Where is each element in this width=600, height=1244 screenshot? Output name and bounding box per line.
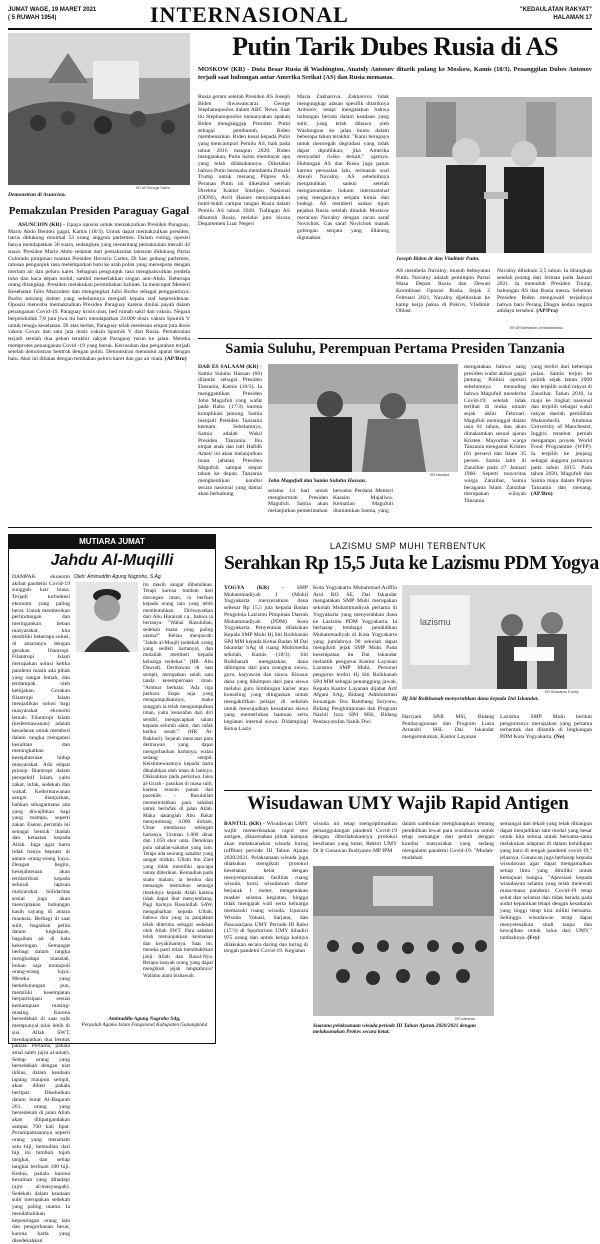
sign-putin: (AP/Pra) — [536, 308, 558, 315]
mutiara-col-2-spacer — [76, 656, 138, 1036]
section-title: INTERNASIONAL — [150, 2, 349, 27]
headline-putin: Putin Tarik Dubes Rusia di AS — [232, 32, 558, 61]
mutiara-col-2 — [143, 582, 213, 1036]
dateline-paraguay: ASUNCION (KR) - — [18, 222, 65, 228]
umy-col-4 — [500, 821, 592, 1045]
mutiara-signoff — [76, 1016, 213, 1028]
photo-credit-lazismu: KR-Sciacarno S Adhy — [545, 690, 579, 694]
lunar-date: ( 5 RUWAH 1954) — [8, 15, 57, 21]
masthead-rule — [8, 28, 592, 30]
putin-col-2: Maria Zakharova. Zakharova tidak mengungkap alasan spesifik ditariknya Antonov, tetapi mengatakan bahwa hubungan berada dalam keadaan yang sulit, yang telah dibawa oleh Washington ke jalan buntu dalam beberapa tahun terakhir. "Kami berupaya untuk mencegah degradasi yang tidak dapat dipulihkan, jika Amerika menyadari risiko terkait," ujarnya. Hubungan AS dan Rusia juga panas karena persoalan lain, termasuk soal Alexei Navalny. AS sebelumnya menjatuhkan sanksi setelah mengumumkan hukum internasional yang menganiaya senjata kimia dan bodogi. AS memberi sanksi tujuh pejabat Rusia setelah dituduh Moskow meracuni Navalny dengan racun saraf Novichok. Gas saraf Novichok masuk golongan senjata yang dilarang digunakan. — [297, 94, 389, 241]
photo-credit-paraguay: KR-AP/George Saenz — [136, 186, 171, 190]
putin-col-1: Rusia geram setelah Presiden AS Joseph Biden diwawancarai George Stephanopoulos dalam ABC News. Saat itu Stephanopoulos menanyakan apakah Biden menganggap Presiden Putin sebagai pembunuh, Biden membenarkan. Biden kesal kepada Putin yang mencampuri Pemilu AS, baik pada tahun 2016 maupun 2020. Biden mengatakan, Putin harus membayar apa yang telah dilakukannya. Diketahui bahwa Putin berusaha membantu Donald Trump untuk menang Pilpres AS. Peranan Putin ini diketahui setelah Direktur Kantor Intelijen Nasional (ODNI), Avril Haines menyampaikan bukti-bukti campur tangan Rusia dalam Pemilu AS tahun 2020. Tudingan AS dibantah Rusia, melalui juru bicara Departemen Luar Negeri — [198, 94, 290, 228]
body-paraguay: Upaya oposisi untuk memakzulkan Presiden Paraguay, Mario Abdo Benitez gagal, Kamis (18/3). Untuk dapat memakzulkan presiden, harus didukung minimal 53 orang anggota parlemen. Dalam voting, oposisi hanya mendapatkan 36 suara, sedangkan yang menentang pemakzulan meraih 42 suara. Presiden Mario Abdo selamat dari pemakzulan lantaran didukung Partai Colorado pimpinan mantan Presiden Horacio Cartes. Di luar gedung parlemen, ratusan pengunjuk rasa melemparkan batu ke arah polisi yang merespons dengan meriam air dan peluru karet. Sebagian pengunjuk rasa menghancurkan jendela toko dan kaca depan mobil, sambil meneriakkan slogan anti-Abdo. Beberapa orang ditangkap. Presiden melakukan perombakan kabinet. Ia mencopot Menteri Kesehatan Julio Mazzoleni dan mengangkat Julio Borba sebagai penggantinya. Borba seorang dokter yang sebelumnya menjadi kepala staf kepresidenan. Oposisi mencoba memakzulkan Presiden Paraguay karena dinilai payah dalam penanganan Covid-19. Paraguay krisis obat, bed rumah sakit dan vaksin. Negara berpenduduk 7,8 juta jiwa itu baru mendapatkan 24.000 dosis vaksin Sputnik V untuk tenaga kesehatan. Di atas kertas, Paraguay telah memesan empat juta dosis vaksin Covax dan satu juta dosis vaksin Sputnik V dari Rusia. Pemakzulan terjadi setelah dua pekan terakhir rakyat Paraguay turun ke jalan. Mereka memprotes penanganan Covid -19 yang buruk. Kerusuhan dan penjarahan terjadi setelah demonstran bentrok dengan polisi. Demonstran menuntut aparat dengan batu. Aksi ini dibalas dengan tembakan peluru karet dan gas air mata. — [8, 222, 190, 363]
mutiara-col-1: DAMPAK ekonomi akibat pandemi Covid-19 sungguh luar biasa. Terjadi turbulensi ekonomi yang paling berat. Untuk memberikan perlindungan dan meringankan beban masyarakat, kita memiliki beberapa solusi, di antaranya dengan gerakan filantropi. Filantropi Islam merupakan solusi ketika pandemi masih ada pihak yang sangat lemah, dan terdampak oleh kebijakan. Gerakan filantropi Islam menjadikan solusi bagi masyarakat ekonomi lemah. Filantropi Islam (kedermawanan) adalah kesadaran untuk memberi dalam rangka mengatasi kesulitan dan meningkatkan kesejahteraan hidup masyarakat. Ada empat prinsip filantropi dalam perspektif Islam, yaitu zakat, infak, sedekah dan wakaf. Kedermawanan sangat dianjurkan, bahkan sebagaimana ada yang diwajibkan bagi yang mampu, seperti zakat. Esensi perintah ini sebagai bentuk ibadah dan ketaatan kepada Allah. Juga agar harta tidak hanya beputar di antara orang-orang kaya. Dengan begitu, kesejahteraan akan terdistribusi kepada seluruh lapisan masyarakat. Solidaritas sosial juga akan menciptakan hubungan kasih sayang di antara manusia. Berbagi di saat sulit, bagaikan pelita dalam kegelapan, bagaikan air di kala kekeringan. Semangat berbagi dalam rangka menghadapi masalah, bukan saja monopoli orang-orang kaya. Mereka yang berkekurangan pun, memiliki kesempatan berpartisipasi sesuai kemampuan masing-masing. Karena bersedekah di saat sulit mempunyai nilai lebih di sisi Allah SWT, mendapatkan dua bentuk pahala. Pertama, pahala amal saleh (ajru al-amal). Sedap orang yang bersedekah dengan niat ikhlas, dalam keadaan lapang maupun sempit, akan diberi pahala berlipat. Disebutkan dalam Surat Al-Baqarah 261, orang yang bersedekah di jalan Allah akan dilipatgandakan sampai 700 kali lipat. Perumpamaannya seperti orang yang menanam satu biji, kemudian dari biji itu tumbuh tujuh tangkai, dan setiap tangkai berbuah 100 biji. Kedua, pahala karena kesulitan yang dihadapi (ajru al-masyaqqah). Sedekah dalam keadaan sulit merupakan sedekah yang paling utama. Ia mendahulukan kepentingan orang lain dan pengorbanan besar, karena harta yang disedekahkan — [12, 574, 70, 1244]
headline-paraguay: Pemakzulan Presiden Paraguay Gagal — [8, 205, 190, 217]
headline-umy: Wisudawan UMY Wajib Rapid Antigen — [247, 793, 569, 814]
lazismu-col-3: Hariyani SPdI MSi, Bidang Pendayagunaan dan Program Lusia Artandri SHI. Dai Iskandar mengemukakan, Kantor Layanan — [402, 714, 494, 741]
lazismu-col-2: Kota Yogyakarta Muhammad Ariffin Arul RO SE, Dai Iskandar mengatakan SMP Muhi merupakan sekolah Muhammadiyah pertama di Yogyakarta yang menyerahkan dana ke Lazismu PDM Yogyakarta. Ia berharap lembaga pendidikan Muhammadiyah di Kota Yogyakarta yang jumlahnya 90 sekolah dapat mengikuti jejak SMP Muhi. Pada kesempatan itu Dai Iskandar melantik pengurus Kantor Layanan Lazismu SMP Muhi. Personel pengurus terdiri Hj Siti Roikhanah SPd MM sebagai penanggung jawab, Kepala Kantor Layanan dijabat Arif Afgani SAg, Bidang Administrasi Keuangan Dra Bambang Suryono, Bidang Penghimpunan dan Program Nazhil Izza SPd MSi, Bidang Pentasyarufan Nanik Dwi — [313, 585, 397, 726]
lead-putin — [198, 66, 592, 81]
mutiara-label: MUTIARA JUMAT — [9, 535, 215, 549]
dateline-umy: BANTUL (KR) - — [224, 821, 265, 827]
mutiara-col-2-text: itu masih sangat dibutuhkan. Tetapi karena tumbuh dari dorongan iman, ia berikan kepada orang lain yang lebih membutuhkan. Diriwayatkan dari Abu Hurairah r.a., bahwa ia bertanya: "Wahai Rasulullah, sedekah mana yang paling utama?" Beliau menjawab: "Jahdu al-Muqill (sedekah orang yang sedikit hartanya), dan mulailah memberi kepada keluarga terdekat." (HR. Abu Dawud). Dermawan di saat sempit, merupakan salah satu tanda kesempurnaan iman. "Ammar berkata: 'Ada tiga perkara. Siapa saja yang mengumpulkannya, maka sungguh ia telah mengumpulkan iman, yaitu keinsafan dari diri sendiri, mengucapkan salam kepada seluruh alam, dan infak ketika susah'." (HR. Al-Bukhari). Sejarah mencatat para dermawan yang dapat mengorbankan hartanya, walau sedang sempit. Keistimewaannya kepada harta dikalahkan oleh iman di hatinya. Dikisahkan pada peristiwa Jaisu al-Usrah - pasukan di masa sulit, karena musim panas dan paceklik - Rasulullah memerintahkan para sahabat untuk berinfak di jalan Allah. Maka datanglah Abu Bakar menyumbang 4.000 dirham, Umar membawa setengah hartanya, Utsman 1.000 dinar dan 1.050 ekor unta. Demikian pula sahabat-sahabat yang lain. Tetapi ada seorang sahabat yang sangat miskin, Ulbah bin Zaid yang tidak memiliki apa-apa untuk diberikan. Kemudian pada suatu malam, ia berdoa dan menangis memohon semoga rezekinya kepada Allah karena tidak dapat ikut menyumbang. Pagi harinya Rasulullah SAW, mengabarkan kepada Ulbah, bahwa doa yang ia panjatkan telah diterima sebagai sedekah oleh Allah SWT. Para sahabat telah menunjukkan keimanan dan keyakinannya. Saat ini, mereka pasti telah membuktikan janji Allah dan Rasul-Nya. Berapa banyak orang yang dapat mengikuti jejak langkahnya? Wallahu alam bishawab. — [143, 582, 213, 979]
mutiara-byline: Oleh: Aminuddin Agung Nugroho, S.Ag. — [74, 574, 163, 580]
lazismu-col-4 — [500, 714, 592, 772]
caption-umy: Suasana pelaksanaan wisuda periode III Tahun Ajaran 2020/2021 dengan melaksanakan Prokes secara ketat. — [313, 1023, 476, 1036]
dateline-lazismu: YOGYA (KR) - — [224, 585, 284, 591]
photo-credit-umy: KR-Istimewa — [455, 1017, 475, 1021]
article-paraguay — [8, 222, 190, 522]
tanzania-rule — [198, 338, 592, 339]
paper-name: "KEDAULATAN RAKYAT" — [519, 7, 592, 13]
photo-biden-putin — [396, 97, 592, 253]
lazismu-col-1 — [224, 585, 308, 785]
tanzania-col-1 — [198, 364, 262, 522]
mutiara-col-1-top — [12, 574, 70, 1244]
photo-credit-tanzania: KR-Handout — [430, 473, 450, 477]
mutiara-author-title: Penyuluh Agama Islam Fungsional Kabupaten Gunungkidul — [81, 1022, 208, 1028]
photo-author — [76, 582, 138, 652]
umy-col-4-text: semangat dan tekad yang telah dibangun dapat menjadikan satu modal yang besar untuk kita semua untuk bersama-sama melakukan adaptasi di dalam kehidupan yang baru di tengah pandemi covid-19," jelasnya. Gunawan juga berharap kepada wisudawan agar dapat mengamalkan setiap ilmu yang dimiliki untuk kemajuan bangsa. "Apresiasi kepada wisudawan selama yang telah melewati masa-masa pandemi. Covid-19 tetap sehat dan selamat dan tidak berada pada sudut kepanikan tetapi dengan kesadaran yang tinggi tetap kita miliki bersama. Sehingga wisudawan tetap dapat menyelesaikan studi tanpa dan kewajiban untuk lulus dari UMY," tambahnya. — [500, 821, 592, 941]
umy-col-3: dalam sambutan mengharapkan tentang pendidikan lewat para wisudawan untuk tetap semangat dan peduli dengan kondisi masyarakat yang sedang mengalami pandemi Covid-19. "Mudah-mudahan — [402, 821, 494, 861]
mutiara-author: Aminuddin Agung Nugroho SAg, — [108, 1016, 181, 1022]
section-divider — [8, 527, 592, 528]
tanzania-col-5 — [531, 364, 592, 522]
tanzania-col-4: mengatakan bahwa sang presiden wafat akibat gagal jantung. Politisi oposisi sebelumnya menuding bahwa Magufuli menderita Covid-19, setelah tidak terlihat di muka umum sejak akhir Februari. Magufuli meninggal dalam usia 61 tahun, dan akan dimakamkan sesuai ajaran Kristen. Mayoritas warga Tanzania menganut Kristen (61 persen) dan Islam 35 persen. Samia lahir di Zanzibar pada 27 Januari 1960. Seperti mayoritas warga Zanzibar, Samia beragama Islam. Zanzibar merupakan wilayah Tanzania — [464, 364, 526, 505]
tanzania-col-2: selama 14 hari untuk menghormati Presiden Magufuli. Samia akan melanjutkan pemerintahan — [268, 488, 328, 515]
lead-text-putin: Duta Besar Rusia di Washington, Anatoly Antonov ditarik pulang ke Moskow, Kamis (18/3). Penanggilan Dubes Antonov terjadi saat hubungan antar Amerika Serikat (AS) dan Rusia memanas. — [198, 66, 592, 81]
putin-col-3: AS membela Navalny, musuh bebuyutan Putin. Navalny adalah pemimpin Partai Masa Depan Rusia dan Dewan Koordinasi Oposisi Rusia. Sejak 2 Februari 2021, Navalny dijebloskan ke kamp kerja paksa di Pokrov, Vladimir Oblast. — [396, 268, 490, 315]
caption-putin: Joseph Biden dr dan Vladimir Putin. — [396, 256, 480, 262]
putin-col-4-text: Navalny dihukum 2,5 tahun. Ia ditangkap setelah pulang dari Jerman pada Januari 2021. Ia menuduh Presiden Trump, hubungan AS dan Rusia mesra. Sebelum Presiden Biden mengawali terjadinya bahwa baru Perang Dingin kedua negara adidaya tersebut. — [497, 268, 592, 315]
umy-col-1-text: Wisudawan UMY wajib memeriksakan rapid test antigen, dikarenakan pihak kampus akan melaksanakan wisuda luring (offline) periode III Tahun Ajaran 2020/2021. Pelaksanaan wisuda juga dilakukan mengikuti protokol kesehatan ketat dengan menyempurnakan fasilitas ruang wisuda, kursi wisudawan diatur berjarak 1 meter, mengenakan masker selama kegiatan, hingga tidak mengajak wali serta keluarga memasuki ruang wisuda. Upacara Wisuda Vokasi, Sarjana, dan Pascasarjana UMY Periode III Rabu (17/3) di Sportorium UMY dihadiri 975 orang dan untuk ketiga kalinya dilakukan secara daring dan luring di tengah pandemi Covid-19. Kegiatan — [224, 821, 308, 955]
umy-col-2: wisuda ini tetap mengoptimalkan penanggulangan pandemi Covid-19 dengan diberlakukannya protokol kesehatan yang ketat. Rektor UMY Dr Ir Gunawan Budiyanto MP IPM — [313, 821, 397, 854]
caption-paraguay: Demonstran di Asuncion. — [8, 192, 67, 198]
dateline-tanzania: DAR ES SALAAM (KR) - — [198, 364, 262, 370]
photo-credit-putin: KR-AP/Alexander Zemlianichenko — [510, 326, 563, 330]
caption-lazismu: Hj Siti Roikhanah menyerahkan dana kepada Dai Iskandar. — [402, 696, 539, 702]
masthead — [8, 4, 592, 26]
lazismu-col-1-text: SMP Muhammadiyah 1 (Muhi) Yogyakarta menyerahkan dana sebesar Rp 15,5 juta kepada Badan Pengelola Lazismu Pimpinan Daerah Muhammadiyah (PDM) Kota Yogyakarta. Penyerahan dilakukan Kepala SMP Muhi Hj Siti Roikhanah SPd MM kepada Ketua Badan M Dai Iskandar SAg di ruang Multimedia sekolah, Kamis (18/3). Siti Roikhanah mengatakan, dana dihimpun dari para orangtua siswa, guru, karyawan dan siswa. Khusus dana yang dihimpun dari para siswa melalui guru bimbingan karier atau konseling yang ditugaskan untuk mengaktifkan pelajar di sekolah untuk mewujudkan kesadaran siswa yang memerlukan bantuan serta kegiatan internal siswa. Didampingi Ketua Lazis — [224, 585, 308, 732]
sign-paraguay: (AP/Bro) — [164, 356, 187, 363]
sign-lazismu: (No) — [553, 734, 565, 741]
umy-rule — [224, 790, 592, 791]
lazismu-col-4-text: Lazismu SMP Muhi berikut pengurusnya merupakan yang pertama terbentuk dan dilantik di lingkungan PDM Kota Yogyakarta. — [500, 714, 592, 741]
sign-tanzania: (AP/Bro) — [531, 491, 553, 498]
photo-protest — [8, 33, 190, 185]
tanzania-col-3: bersama Perdana Menteri Kassim Majaliwa. Kematian Magufuli diumumkan Samia, yang — [333, 488, 393, 515]
issue-date: JUMAT WAGE, 19 MARET 2021 — [8, 7, 97, 13]
headline-tanzania: Samia Suluhu, Perempuan Pertama Presiden Tanzania — [225, 341, 565, 357]
photo-magufuli-samia — [268, 364, 458, 472]
headline-lazismu: Serahkan Rp 15,5 Juta ke Lazismu PDM Yogya — [224, 553, 599, 574]
tanzania-col-5-text: yang terdiri dari beberapa pulau. Samia terjun ke politik sejak tahun 2000 dan terpilih wakil rakyat di Zanzibar. Tahun 2010, ia maju ke tingkat nasional dan terpilih sebagai wakil rakyat daerah pemilihan Makunduchi. Alumnus University of Manchester, Inggris tersebut pernah mengampu proyek World Food Programme (WFP). Ia terpilih ke jenjang sebagai anggota partainya pada tahun 2015. Pada tahun 2020, Magufuli dan Samia maju dalam Pilpres Tanzania dan menang. — [531, 364, 592, 491]
umy-col-1 — [224, 821, 308, 1045]
page-number: HALAMAN 17 — [553, 15, 592, 21]
sign-umy: (Fsy) — [527, 934, 540, 941]
svg-text:lazismu: lazismu — [420, 617, 451, 627]
photo-umy-graduation — [313, 866, 494, 1016]
mutiara-title: Jahdu Al-Muqilli — [50, 552, 174, 569]
caption-tanzania: John Magufuli dan Samia Suluhu Hassan. — [268, 478, 367, 484]
dateline-putin: MOSKOW (KR) - — [198, 66, 250, 73]
photo-lazismu — [402, 585, 592, 689]
tanzania-col-1-text: Samia Suluhu Hassan (60) dilantik sebagai Presiden Tanzania, Kamis (18/3). Ia menggantikan Presiden John Magufuli yang wafat pada Rabu (17/3) karena komplikasi jantung. Samia menjadi Presiden Tanzania keenam. Sebelumnya, Samia adalah Wakil Presiden Tanzania. Ibu empat anak dan istri Hafidh Ameir ini akan melanjutkan masa jabatan Presiden Magufuli sampai empat tahun ke depan. Tanzania menghentikan kondisi secara nasional yang damai akan berkabung — [198, 370, 262, 498]
kicker-lazismu: LAZISMU SMP MUHI TERBENTUK — [329, 541, 487, 551]
putin-col-4 — [497, 268, 592, 336]
